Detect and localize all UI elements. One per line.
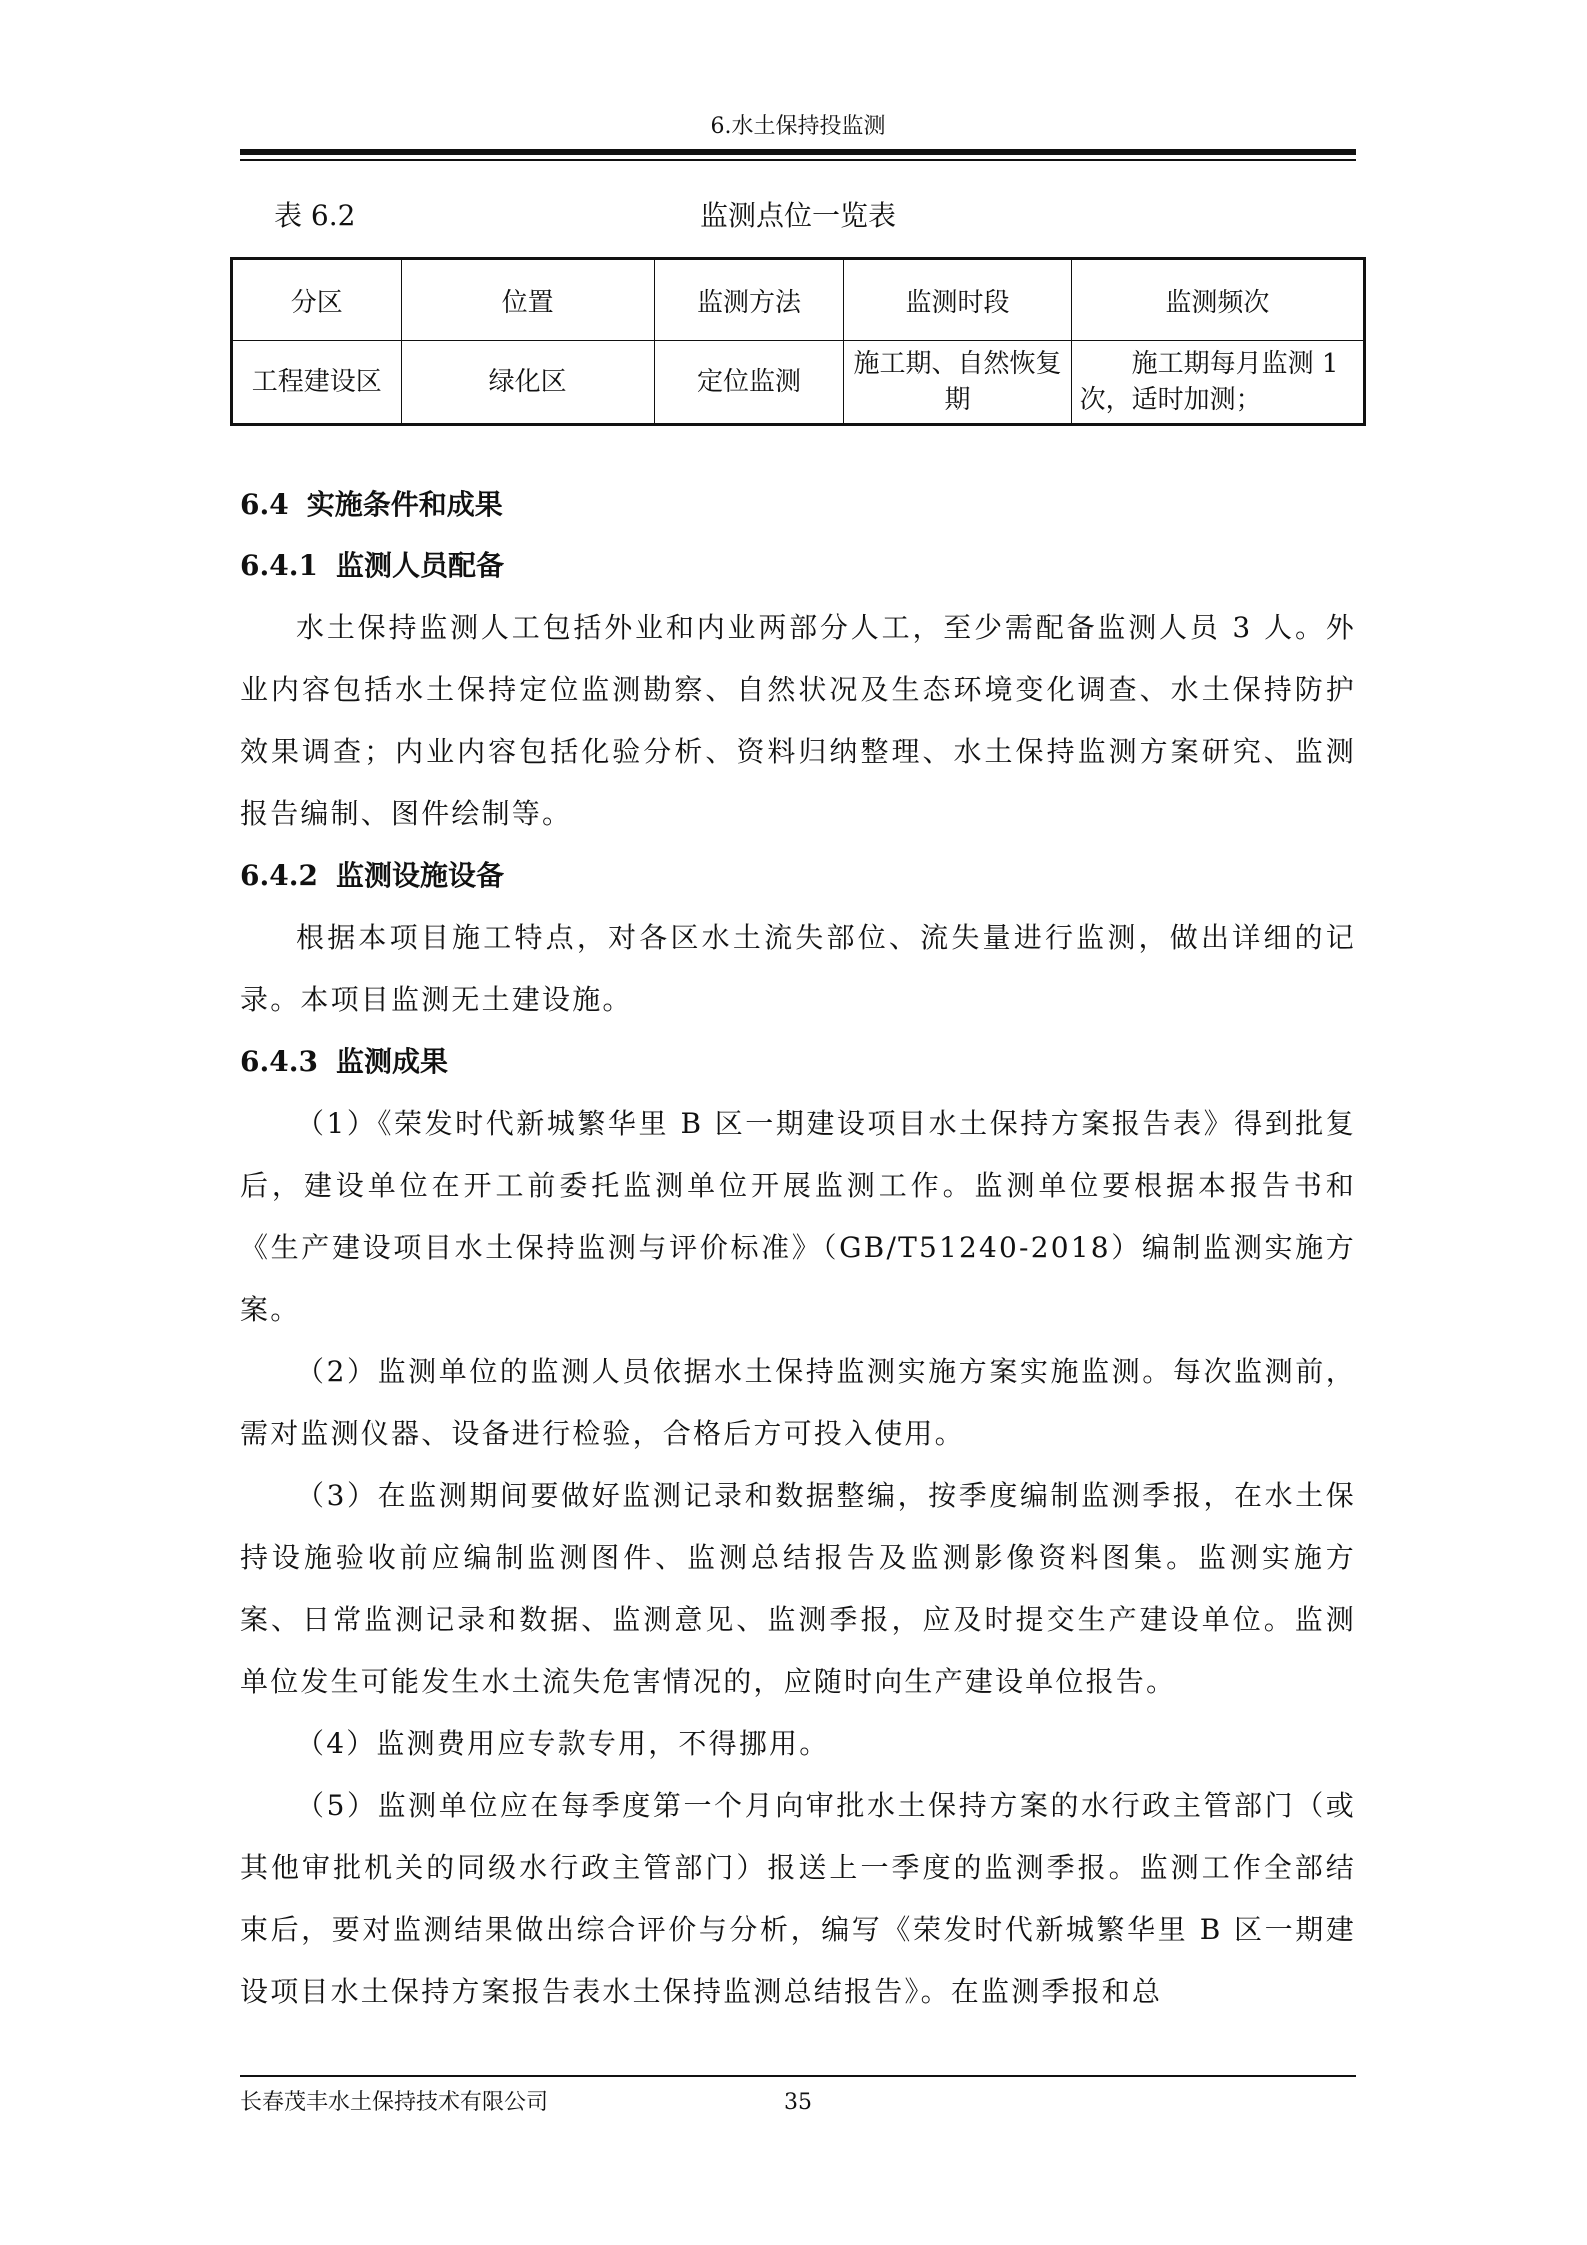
cell-method: 定位监测 <box>654 341 843 425</box>
table-caption-title: 监测点位一览表 <box>699 199 896 232</box>
table-header-row <box>232 259 1365 341</box>
page-number: 35 <box>784 2090 812 2115</box>
footer-rule <box>240 2075 1356 2077</box>
header-rule-thin <box>240 159 1356 161</box>
paragraph: （2）监测单位的监测人员依据水土保持监测实施方案实施监测。每次监测前，需对监测仪器、设备进行检验，合格后方可投入使用。 <box>240 1355 1356 1450</box>
header-period: 监测时段 <box>844 259 1071 341</box>
section-title: 监测成果 <box>335 1045 448 1078</box>
footer-company: 长春茂丰水土保持技术有限公司 <box>240 2090 549 2115</box>
body-content <box>240 475 1356 2023</box>
section-title: 监测人员配备 <box>335 549 504 582</box>
paragraph: （4）监测费用应专款专用，不得挪用。 <box>296 1727 830 1760</box>
section-title: 实施条件和成果 <box>306 488 503 521</box>
header-rule-thick <box>240 149 1356 155</box>
cell-zone: 工程建设区 <box>232 341 402 425</box>
header-method: 监测方法 <box>654 259 843 341</box>
section-heading-6-4-3 <box>240 1031 1356 1093</box>
section-number: 6.4.1 <box>240 549 318 582</box>
header-zone: 分区 <box>232 259 402 341</box>
table-row <box>232 341 1365 425</box>
cell-location: 绿化区 <box>401 341 654 425</box>
table-caption-number: 表 6.2 <box>274 199 356 232</box>
cell-period: 施工期、自然恢复期 <box>844 341 1071 425</box>
section-title: 监测设施设备 <box>335 859 504 892</box>
section-heading-6-4 <box>240 475 1356 535</box>
paragraph: （5）监测单位应在每季度第一个月向审批水土保持方案的水行政主管部门（或其他审批机关的同级水行政主管部门）报送上一季度的监测季报。监测工作全部结束后，要对监测结果做出综合评价与分析，编写《荣发时代新城繁华里 B 区一期建设项目水土保持方案报告表水土保持监测总结报告》。在监测季报和总 <box>240 1789 1356 2008</box>
monitoring-points-table <box>230 257 1366 426</box>
section-heading-6-4-2 <box>240 845 1356 907</box>
section-number: 6.4.2 <box>240 859 318 892</box>
section-number: 6.4 <box>240 488 289 521</box>
header-frequency: 监测频次 <box>1071 259 1364 341</box>
running-header-title: 6.水土保持投监测 <box>710 114 886 139</box>
paragraph: 水土保持监测人工包括外业和内业两部分人工，至少需配备监测人员 3 人。外业内容包括水土保持定位监测勘察、自然状况及生态环境变化调查、水土保持防护效果调查；内业内容包括化验分析、资料归纳整理、水土保持监测方案研究、监测报告编制、图件绘制等。 <box>240 611 1356 830</box>
paragraph: 根据本项目施工特点，对各区水土流失部位、流失量进行监测，做出详细的记录。本项目监测无土建设施。 <box>240 921 1356 1016</box>
paragraph: （3）在监测期间要做好监测记录和数据整编，按季度编制监测季报，在水土保持设施验收前应编制监测图件、监测总结报告及监测影像资料图集。监测实施方案、日常监测记录和数据、监测意见、监测季报，应及时提交生产建设单位。监测单位发生可能发生水土流失危害情况的，应随时向生产建设单位报告。 <box>240 1479 1356 1698</box>
section-number: 6.4.3 <box>240 1045 318 1078</box>
header-location: 位置 <box>401 259 654 341</box>
paragraph: （1）《荣发时代新城繁华里 B 区一期建设项目水土保持方案报告表》得到批复后，建设单位在开工前委托监测单位开展监测工作。监测单位要根据本报告书和《生产建设项目水土保持监测与评价标准》（GB/T51240-2018）编制监测实施方案。 <box>240 1107 1356 1326</box>
table-caption <box>240 196 1356 236</box>
cell-frequency: 施工期每月监测 1 次，适时加测； <box>1071 341 1364 425</box>
section-heading-6-4-1 <box>240 535 1356 597</box>
